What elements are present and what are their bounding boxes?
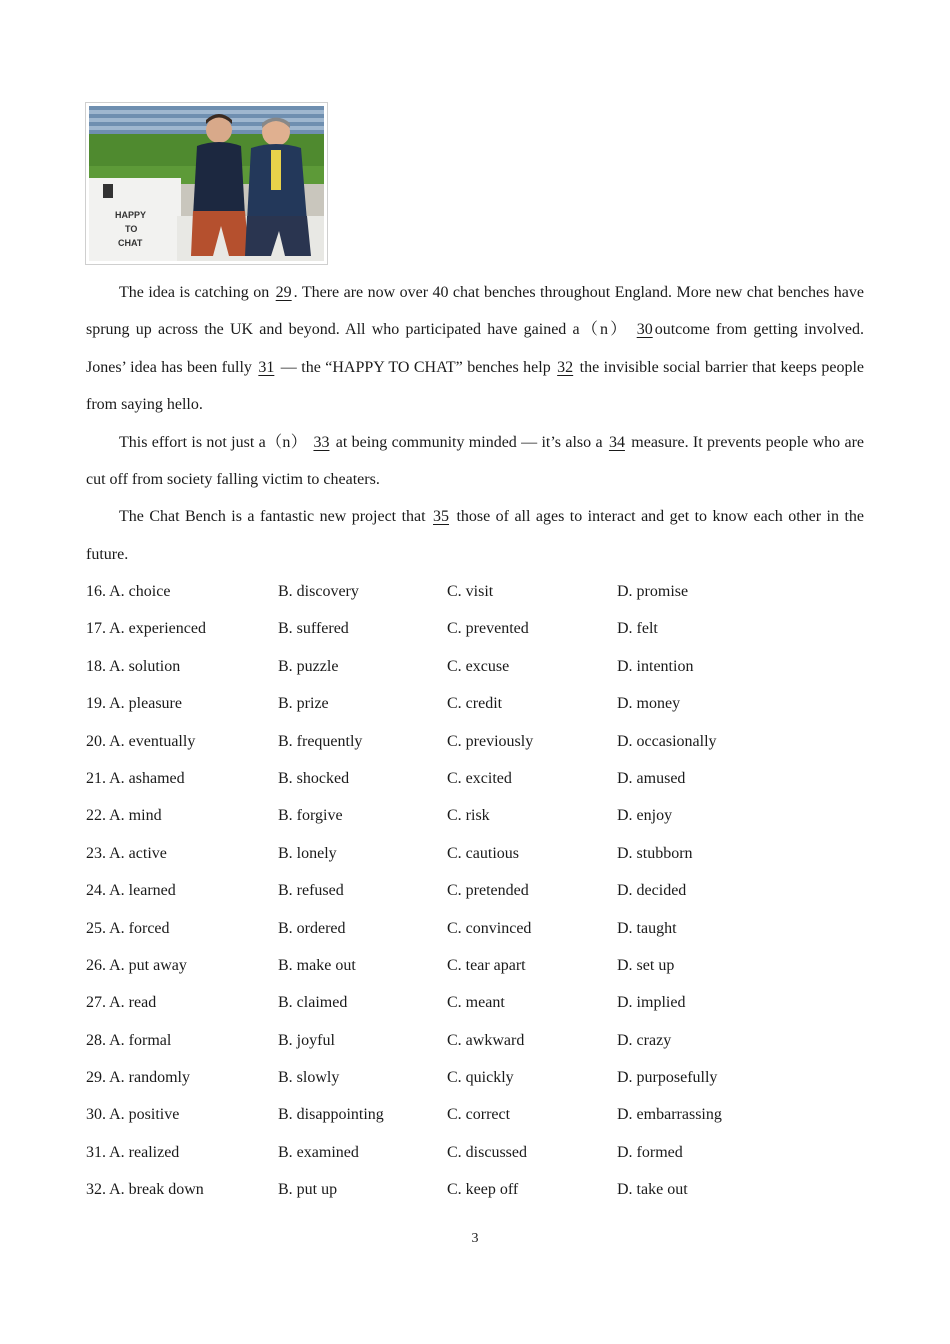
blank-35: 35 — [433, 508, 450, 526]
option-b: B. frequently — [278, 732, 363, 750]
option-c: C. visit — [447, 583, 494, 600]
option-d: D. occasionally — [617, 732, 717, 750]
text: . There are now over 40 chat benches throughout England. More new chat benches have sprung up across the UK and beyond. All who participated have gained a（n） — [86, 284, 864, 339]
option-d: D. take out — [617, 1181, 688, 1199]
blank-29: 29 — [275, 284, 292, 301]
photo-two-men-on-bench — [85, 102, 328, 265]
option-c: C. awkward — [447, 1031, 525, 1049]
option-row — [86, 723, 866, 760]
option-row — [86, 760, 866, 797]
photo-illustration — [89, 106, 324, 261]
option-c: C. discussed — [447, 1143, 527, 1161]
option-row — [86, 1022, 866, 1059]
option-row — [86, 984, 866, 1021]
option-a: 19. A. pleasure — [86, 695, 182, 713]
option-b: B. slowly — [278, 1069, 340, 1087]
option-b: B. refused — [278, 882, 344, 900]
option-b: B. examined — [278, 1143, 359, 1161]
answer-options — [86, 573, 866, 1209]
option-a: 26. A. put away — [86, 956, 187, 974]
page-number: 3 — [471, 1231, 479, 1246]
blank-30: 30 — [636, 321, 653, 339]
option-a: 17. A. experienced — [86, 620, 206, 638]
option-d: D. set up — [617, 956, 675, 974]
option-d: D. formed — [617, 1143, 683, 1161]
option-c: C. credit — [447, 695, 503, 713]
option-d: D. felt — [617, 620, 658, 638]
option-a: 24. A. learned — [86, 882, 176, 900]
option-a: 20. A. eventually — [86, 732, 196, 750]
option-c: C. quickly — [447, 1069, 514, 1087]
option-d: D. amused — [617, 769, 686, 787]
text: the invisible social barrier that keeps people from saying hello. — [86, 358, 864, 414]
paragraph-3 — [86, 498, 864, 573]
option-d: D. enjoy — [617, 807, 673, 825]
option-b: B. forgive — [278, 807, 343, 825]
option-a: 25. A. forced — [86, 919, 170, 937]
option-b: B. joyful — [278, 1031, 335, 1049]
option-c: C. correct — [447, 1106, 511, 1124]
option-b: B. puzzle — [278, 657, 339, 675]
text: The idea is catching on — [119, 284, 274, 301]
option-a: 29. A. randomly — [86, 1069, 190, 1087]
option-b: B. claimed — [278, 994, 348, 1012]
option-c: C. excited — [447, 769, 512, 787]
text: those of all ages to interact and get to know each other in the future. — [86, 508, 864, 563]
option-b: B. put up — [278, 1181, 338, 1199]
option-c: C. meant — [447, 994, 505, 1012]
option-row — [86, 1096, 866, 1133]
option-row — [86, 872, 866, 909]
text: — the “HAPPY TO CHAT” benches help — [276, 358, 556, 376]
blank-34: 34 — [608, 433, 625, 451]
sign-line-2: TO — [125, 224, 138, 234]
text: measure. It prevents people who are cut off from society falling victim to cheaters. — [86, 433, 865, 489]
option-row — [86, 1171, 866, 1208]
option-d: D. decided — [617, 882, 687, 900]
option-d: D. implied — [617, 994, 686, 1012]
option-d: D. taught — [617, 919, 677, 937]
blank-32: 32 — [557, 358, 574, 376]
option-a: 18. A. solution — [86, 657, 181, 675]
option-a: 22. A. mind — [86, 807, 162, 825]
text: The Chat Bench is a fantastic new project that — [119, 508, 432, 526]
text: at being community minded — it’s also a — [331, 433, 607, 451]
option-b: B. lonely — [278, 844, 337, 862]
option-a: 32. A. break down — [86, 1181, 204, 1199]
blank-33: 33 — [313, 433, 330, 451]
option-c: C. convinced — [447, 919, 532, 937]
option-c: C. excuse — [447, 657, 510, 675]
sign-line-1: HAPPY — [115, 210, 147, 220]
option-a: 31. A. realized — [86, 1143, 180, 1161]
paragraph-2 — [86, 424, 864, 499]
option-c: C. prevented — [447, 620, 529, 638]
passage — [86, 274, 864, 573]
option-row — [86, 835, 866, 872]
text: This effort is not just a（n） — [119, 433, 308, 451]
option-c: C. previously — [447, 732, 534, 750]
paragraph-1 — [86, 274, 864, 424]
option-b: B. disappointing — [278, 1106, 384, 1124]
option-b: B. ordered — [278, 919, 346, 937]
option-d: D. intention — [617, 657, 694, 675]
option-row — [86, 648, 866, 685]
option-row — [86, 573, 866, 610]
sign-line-3: CHAT — [118, 238, 143, 248]
option-a: 21. A. ashamed — [86, 769, 185, 787]
option-row — [86, 1134, 866, 1171]
option-c: C. keep off — [447, 1181, 519, 1199]
option-c: C. tear apart — [447, 956, 526, 974]
option-a: 28. A. formal — [86, 1031, 172, 1049]
option-c: C. cautious — [447, 844, 519, 862]
option-d: D. embarrassing — [617, 1106, 722, 1124]
option-a: 30. A. positive — [86, 1106, 180, 1124]
option-b: B. suffered — [278, 620, 349, 638]
option-a: 27. A. read — [86, 994, 157, 1012]
option-a: 16. A. choice — [86, 583, 171, 600]
blank-31: 31 — [258, 358, 275, 376]
option-b: B. make out — [278, 956, 356, 974]
option-d: D. promise — [617, 583, 689, 600]
option-row — [86, 1059, 866, 1096]
option-b: B. shocked — [278, 769, 350, 787]
option-d: D. crazy — [617, 1031, 672, 1049]
option-a: 23. A. active — [86, 844, 167, 862]
option-row — [86, 610, 866, 647]
text: outcome from getting involved. Jones’ idea has been fully — [86, 321, 864, 376]
option-row — [86, 947, 866, 984]
option-c: C. risk — [447, 807, 490, 825]
option-row — [86, 685, 866, 722]
option-b: B. prize — [278, 695, 329, 713]
option-b: B. discovery — [278, 583, 359, 600]
option-row — [86, 910, 866, 947]
option-c: C. pretended — [447, 882, 529, 900]
option-d: D. money — [617, 695, 681, 713]
option-d: D. purposefully — [617, 1069, 718, 1087]
option-d: D. stubborn — [617, 844, 693, 862]
option-row — [86, 797, 866, 834]
